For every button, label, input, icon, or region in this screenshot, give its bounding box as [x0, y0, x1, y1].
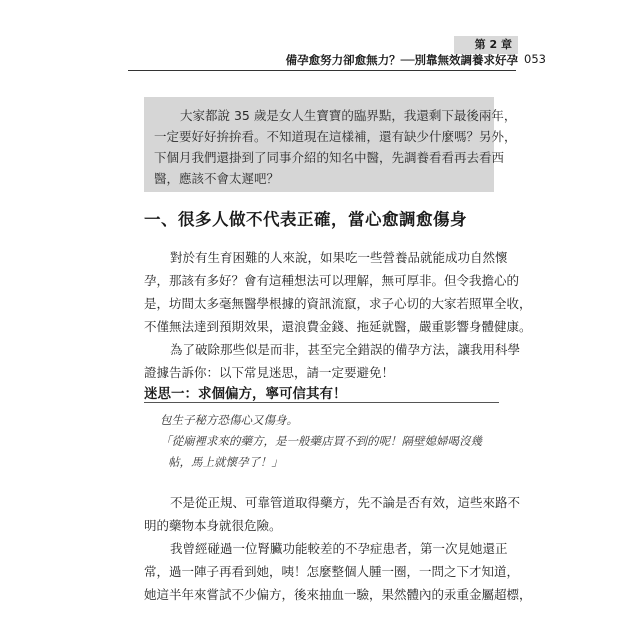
myth-heading: 迷思一：求個偏方，寧可信其有！ [144, 386, 347, 402]
chapter-tab: 第 2 章 [454, 36, 518, 54]
page-number: 053 [524, 52, 546, 66]
quote-line: 下個月我們還掛到了同事介紹的知名中醫，先調養看看再去看西 [154, 150, 505, 165]
body-line: 她這半年來嘗試不少偏方，後來抽血一驗，果然體內的汞重金屬超標， [144, 587, 532, 602]
section-heading: 一、很多人做不代表正確，當心愈調愈傷身 [144, 210, 467, 229]
myth-divider [144, 402, 499, 403]
handwritten-line: 「從廟裡求來的藥方，是一般藥店買不到的呢！隔壁媳婦喝沒幾 [160, 434, 482, 448]
paragraph-case [144, 491, 532, 606]
quote-line: 一定要好好拚拚看。不知道現在這樣補，還有缺少什麼嗎？另外， [154, 129, 517, 144]
body-line: 常，過一陣子再看到她，咦！怎麼整個人腫一圈，一問之下才知道， [144, 564, 520, 579]
paragraph-intro [144, 246, 532, 384]
quote-line: 醫，應該不會太遲吧？ [154, 171, 280, 186]
body-line: 我曾經碰過一位腎臟功能較差的不孕症患者，第一次見她還正 [170, 541, 508, 556]
handwritten-note [160, 410, 505, 473]
body-line: 明的藥物本身就很危險。 [144, 518, 282, 533]
quote-line: 大家都說 35 歲是女人生寶寶的臨界點，我還剩下最後兩年， [180, 108, 517, 123]
handwritten-line: 帖，馬上就懷孕了！」 [168, 455, 283, 469]
body-line: 為了破除那些似是而非，甚至完全錯誤的備孕方法，讓我用科學 [170, 342, 521, 357]
patient-quote-box [144, 97, 517, 192]
body-line: 證據告訴你：以下常見迷思，請一定要避免！ [144, 365, 395, 380]
body-line: 對於有生育困難的人來說，如果吃一些營養品就能成功自然懷 [170, 250, 508, 265]
body-line: 孕，那該有多好？會有這種想法可以理解，無可厚非。但令我擔心的 [144, 273, 520, 288]
body-line: 不僅無法達到預期效果，還浪費金錢、拖延就醫，嚴重影響身體健康。 [144, 319, 532, 334]
body-line: 是，坊間太多毫無醫學根據的資訊流竄，求子心切的大家若照單全收， [144, 296, 532, 311]
handwritten-line: 包生子秘方恐傷心又傷身。 [160, 413, 298, 427]
body-line: 不是從正規、可靠管道取得藥方，先不論是否有效，這些來路不 [170, 495, 521, 510]
header-divider [128, 70, 516, 71]
running-header-title: 備孕愈努力卻愈無力？──別靠無效調養求好孕 [285, 53, 518, 67]
